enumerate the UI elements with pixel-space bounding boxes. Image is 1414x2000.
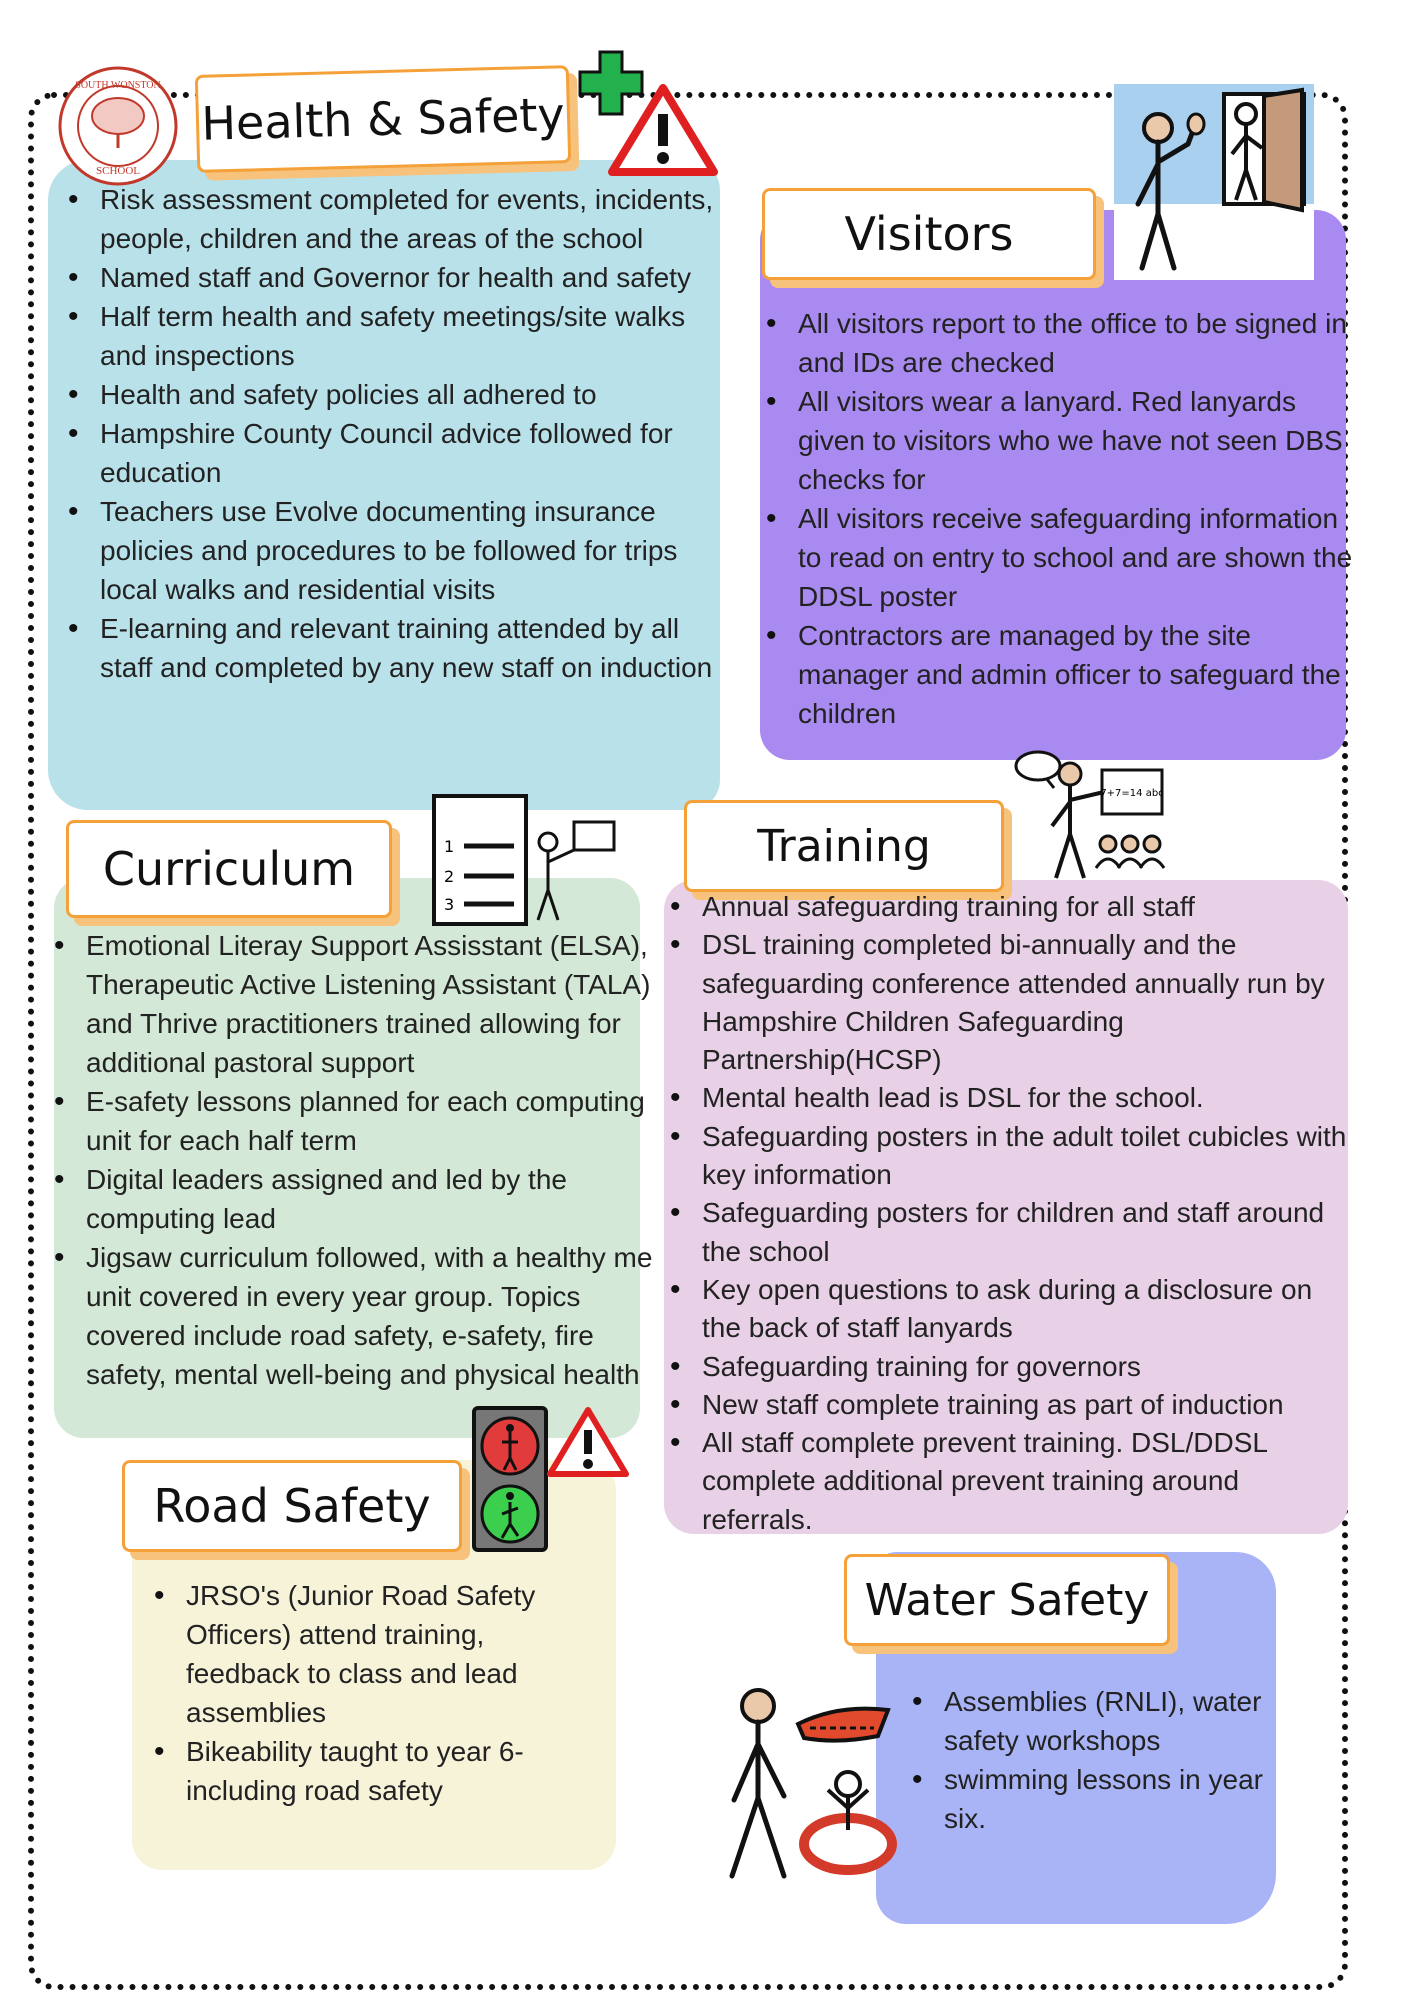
training-title-tag xyxy=(684,800,1004,892)
svg-text:2: 2 xyxy=(444,867,455,886)
svg-text:3: 3 xyxy=(444,895,455,914)
water-safety-title-tag xyxy=(844,1554,1170,1646)
training-title: Training xyxy=(757,820,931,872)
list-item: • Teachers use Evolve documenting insurance policies and procedures to be followed for trips local walks and residential visits xyxy=(66,492,716,609)
visitors-title: Visitors xyxy=(844,207,1014,261)
visitors-list xyxy=(764,304,1354,733)
svg-text:1: 1 xyxy=(444,837,455,856)
teacher-board-text: 7+7=14 abc xyxy=(1100,788,1164,799)
list-item: • swimming lessons in year six. xyxy=(910,1760,1270,1838)
list-item: • Assemblies (RNLI), water safety workshops xyxy=(910,1682,1270,1760)
road-safety-list xyxy=(152,1576,582,1810)
list-item: • Mental health lead is DSL for the school. xyxy=(668,1079,1348,1117)
list-item: • DSL training completed bi-annually and the safeguarding conference attended annually run by Hampshire Children Safeguarding Partnership(HCSP) xyxy=(668,926,1348,1079)
checklist-teacher-icon xyxy=(430,792,620,928)
curriculum-title-tag xyxy=(66,820,392,918)
list-item: • Health and safety policies all adhered to xyxy=(66,375,716,414)
teacher-class-icon xyxy=(1008,744,1168,880)
lifeguard-rescue-icon xyxy=(718,1680,908,1880)
list-item: • Key open questions to ask during a disclosure on the back of staff lanyards xyxy=(668,1271,1348,1348)
list-item: • All visitors report to the office to be signed in and IDs are checked xyxy=(764,304,1354,382)
curriculum-title: Curriculum xyxy=(102,842,356,896)
list-item: • Safeguarding posters in the adult toilet cubicles with key information xyxy=(668,1118,1348,1195)
list-item: • Half term health and safety meetings/site walks and inspections xyxy=(66,297,716,375)
list-item: • Safeguarding training for governors xyxy=(668,1348,1348,1386)
list-item: • New staff complete training as part of induction xyxy=(668,1386,1348,1424)
list-item: • Contractors are managed by the site manager and admin officer to safeguard the children xyxy=(764,616,1354,733)
health-safety-title: Health & Safety xyxy=(200,87,566,151)
list-item: • Bikeability taught to year 6- including road safety xyxy=(152,1732,582,1810)
curriculum-list xyxy=(52,926,656,1394)
list-item: • Emotional Literay Support Assisstant (ELSA), Therapeutic Active Listening Assistant (TALA) and Thrive practitioners trained allowing for additional pastoral support xyxy=(52,926,656,1082)
logo-bottom-text: SCHOOL xyxy=(95,165,141,177)
school-logo xyxy=(56,64,180,188)
training-list xyxy=(668,888,1348,1539)
warning-triangle-icon xyxy=(608,84,718,176)
road-safety-title: Road Safety xyxy=(153,1479,431,1533)
health-safety-list xyxy=(66,180,716,687)
water-safety-title: Water Safety xyxy=(864,1574,1150,1626)
list-item: • Jigsaw curriculum followed, with a healthy me unit covered in every year group. Topics covered include road safety, e-safety, fire safety, mental well-being and physical health xyxy=(52,1238,656,1394)
list-item: • Hampshire County Council advice followed for education xyxy=(66,414,716,492)
list-item: • All staff complete prevent training. DSL/DDSL complete additional prevent training around referrals. xyxy=(668,1424,1348,1539)
list-item: • Risk assessment completed for events, incidents, people, children and the areas of the school xyxy=(66,180,716,258)
water-safety-list xyxy=(910,1682,1270,1838)
list-item: • All visitors wear a lanyard. Red lanyards given to visitors who we have not seen DBS checks for xyxy=(764,382,1354,499)
list-item: • JRSO's (Junior Road Safety Officers) attend training, feedback to class and lead assemblies xyxy=(152,1576,582,1732)
list-item: • Named staff and Governor for health and safety xyxy=(66,258,716,297)
warning-triangle-icon xyxy=(546,1406,630,1478)
traffic-light-icon xyxy=(470,1404,550,1554)
list-item: • E-learning and relevant training attended by all staff and completed by any new staff on induction xyxy=(66,609,716,687)
list-item: • E-safety lessons planned for each computing unit for each half term xyxy=(52,1082,656,1160)
list-item: • Annual safeguarding training for all staff xyxy=(668,888,1348,926)
logo-top-text: SOUTH WONSTON xyxy=(75,80,161,91)
list-item: • Safeguarding posters for children and staff around the school xyxy=(668,1194,1348,1271)
road-safety-title-tag xyxy=(122,1460,462,1552)
visitors-title-tag xyxy=(762,188,1096,280)
list-item: • All visitors receive safeguarding information to read on entry to school and are shown the DDSL poster xyxy=(764,499,1354,616)
visitor-door-icon xyxy=(1114,84,1314,280)
list-item: • Digital leaders assigned and led by the computing lead xyxy=(52,1160,656,1238)
health-safety-title-tag xyxy=(195,65,571,173)
